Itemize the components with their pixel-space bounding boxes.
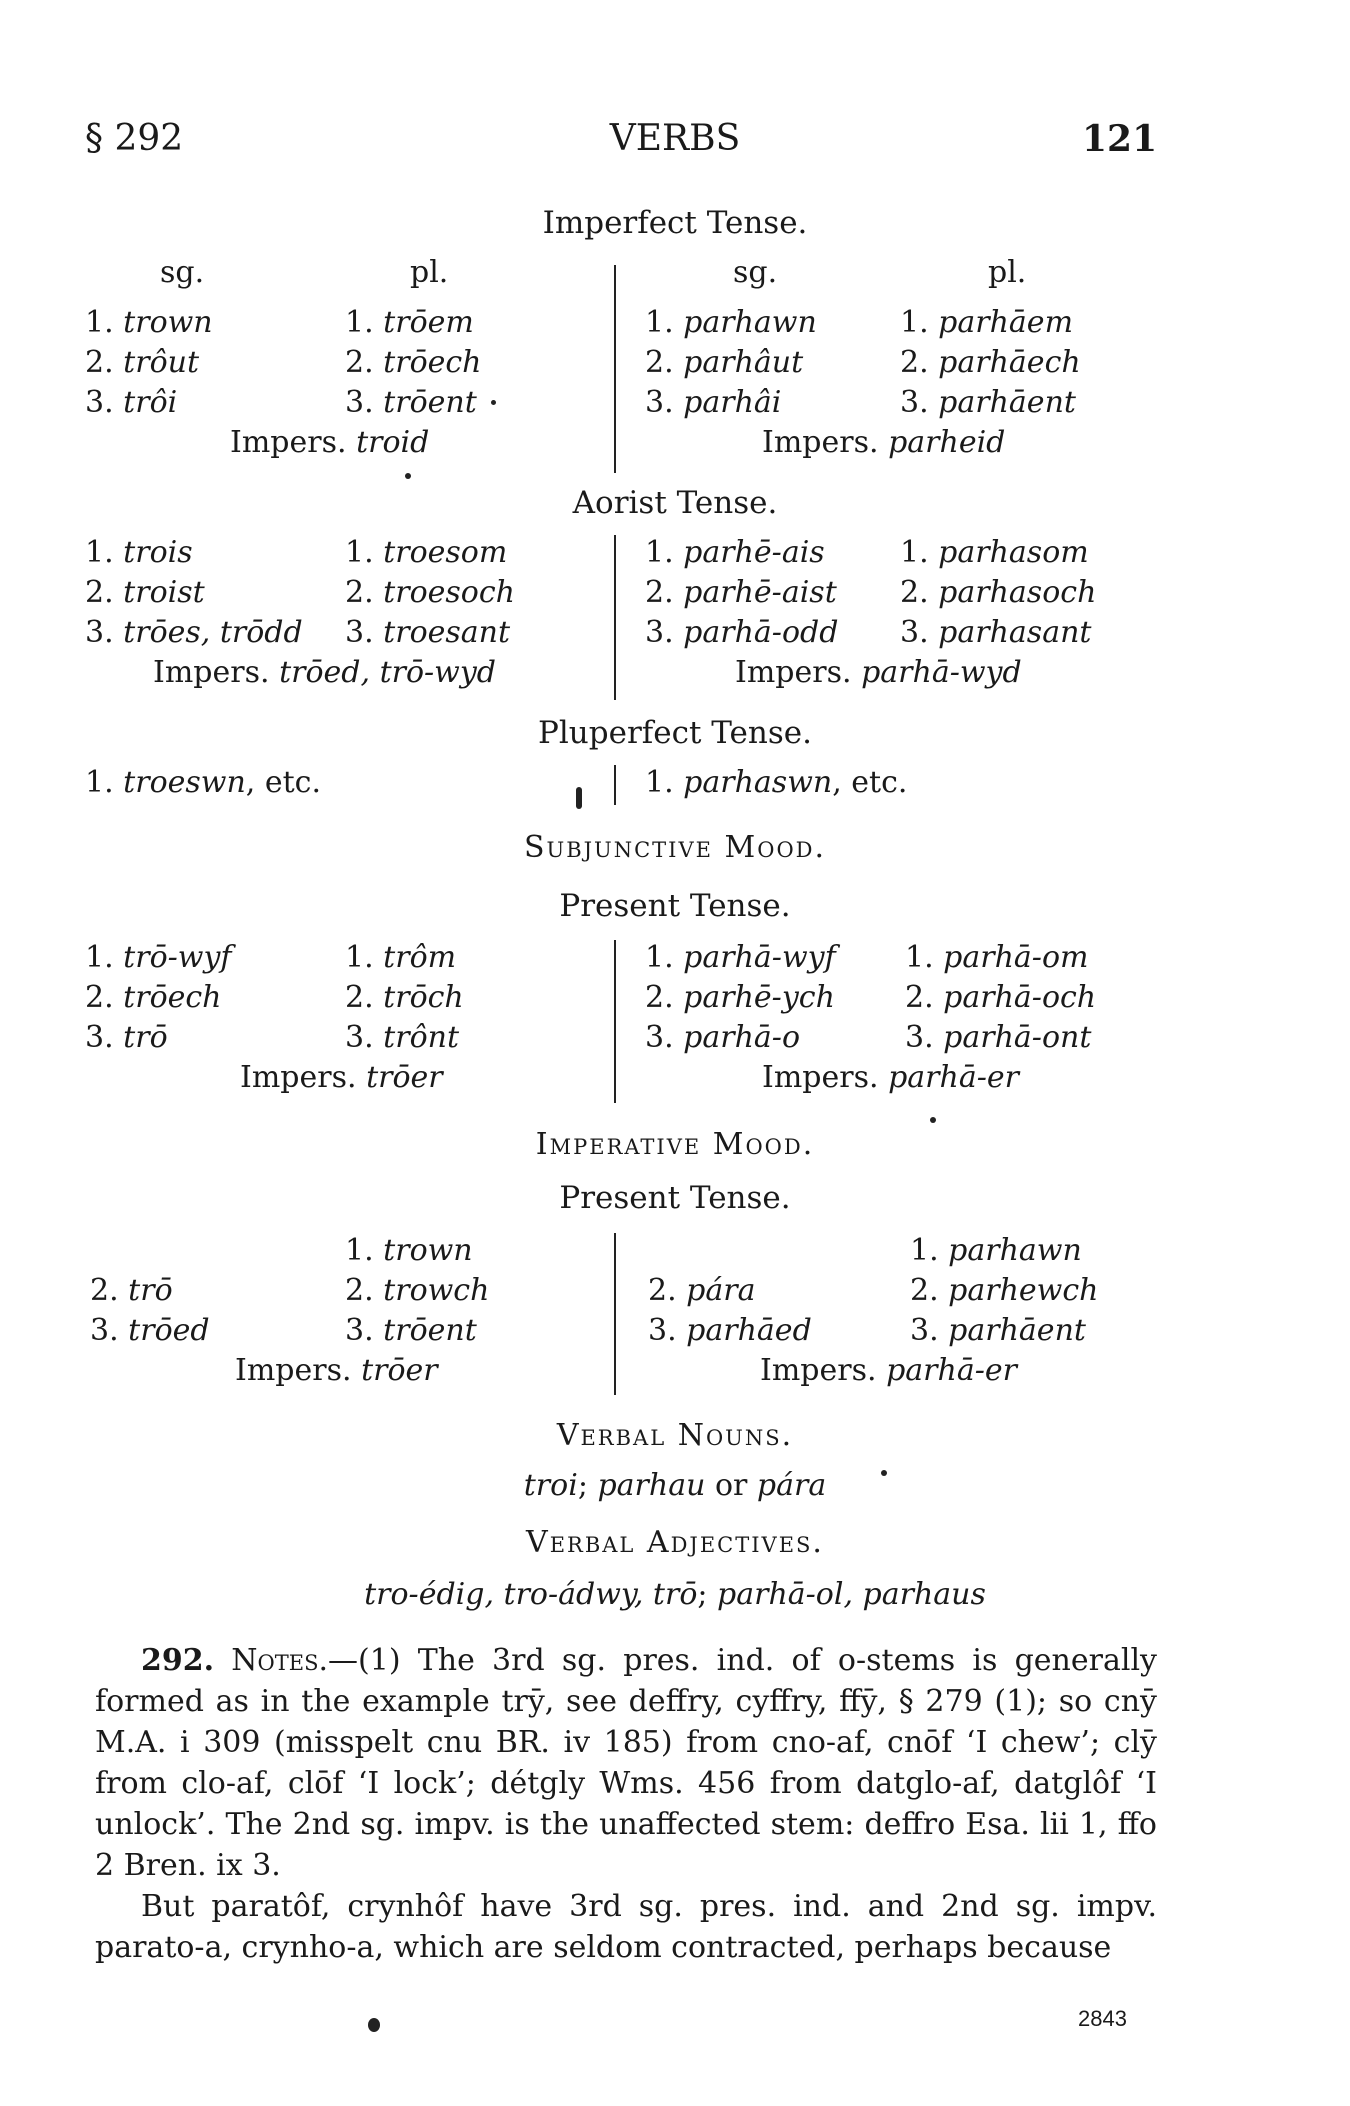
- table-row: 1. trois: [85, 535, 193, 570]
- running-title: VERBS: [609, 118, 741, 159]
- imperfect-left-pl-label: pl.: [410, 255, 449, 290]
- table-row: 2. trôut: [85, 345, 200, 380]
- table-row: 3. trōent: [345, 1313, 477, 1348]
- table-row: 1. parhē-ais: [645, 535, 825, 570]
- table-row: 2. trōch: [345, 980, 464, 1015]
- table-row: 3. parhāent: [910, 1313, 1086, 1348]
- pluperfect-left-row: 1. troeswn, etc.: [85, 765, 322, 800]
- page-number: 121: [1082, 118, 1158, 160]
- column-divider: [614, 535, 616, 700]
- verbal-adjectives-heading: Verbal Adjectives.: [526, 1525, 824, 1560]
- pluperfect-right-row: 1. parhaswn, etc.: [645, 765, 908, 800]
- table-row: 3. parhā-odd: [645, 615, 839, 650]
- table-row: 2. trōech: [85, 980, 222, 1015]
- aorist-heading: Aorist Tense.: [572, 485, 778, 521]
- table-row: 2. parhē-aist: [645, 575, 837, 610]
- table-row: 2. parhasoch: [900, 575, 1097, 610]
- table-row: 2. parhewch: [910, 1273, 1099, 1308]
- imperfect-right-sg-label: sg.: [733, 255, 778, 290]
- footer-code: 2843: [1078, 2006, 1127, 2031]
- column-divider: [614, 1233, 616, 1395]
- scan-speck: [491, 400, 496, 405]
- notes-paragraph-2: But paratôf, crynhôf have 3rd sg. pres. ind. and 2nd sg. impv. parato-a, crynho-a, which are seldom contracted, perhaps because: [95, 1889, 1157, 1965]
- impers-line: Impers. parhā-wyd: [735, 655, 1022, 690]
- table-row: 2. trōech: [345, 345, 482, 380]
- table-row: 1. parhawn: [910, 1233, 1082, 1268]
- scan-speck: [368, 2018, 380, 2032]
- table-row: 1. parhā-om: [905, 940, 1089, 975]
- scan-speck: [930, 1117, 936, 1123]
- table-row: 2. trō: [90, 1273, 173, 1308]
- table-row: 1. trown: [345, 1233, 473, 1268]
- verbal-nouns-heading: Verbal Nouns.: [556, 1418, 794, 1453]
- table-row: 1. trôm: [345, 940, 457, 975]
- scan-speck: [405, 473, 411, 479]
- table-row: 3. trōes, trōdd: [85, 615, 303, 650]
- table-row: 3. trō: [85, 1020, 168, 1055]
- table-row: 3. trôi: [85, 385, 178, 420]
- table-row: 1. trōem: [345, 305, 474, 340]
- subjunctive-present-heading: Present Tense.: [559, 888, 791, 924]
- notes-paragraph: 292. Notes.—(1) The 3rd sg. pres. ind. of o-stems is generally formed as in the example trȳ, see deffry, cyffry, ffȳ, § 279 (1); so cnȳ M.A. i 309 (misspelt cnu BR. iv 185) from cno-af, cnōf ‘I chew’; clȳ from clo-af, clōf ‘I lock’; détgly Wms. 456 from datglo-af, datglôf ‘I unlock’. The 2nd sg. impv. is the unaffected stem: deffro Esa. lii 1, ffo 2 Bren. ix 3.: [95, 1643, 1157, 1883]
- column-divider: [614, 940, 616, 1103]
- imperfect-heading: Imperfect Tense.: [542, 205, 808, 241]
- verbal-adjectives-line: tro-édig, tro-ádwy, trō; parhā-ol, parhaus: [364, 1577, 986, 1612]
- table-row: 1. parhasom: [900, 535, 1089, 570]
- table-row: 1. parhawn: [645, 305, 817, 340]
- table-row: 3. parhasant: [900, 615, 1092, 650]
- table-row: 2. parhâut: [645, 345, 804, 380]
- pluperfect-heading: Pluperfect Tense.: [538, 715, 812, 751]
- imperfect-left-sg-label: sg.: [160, 255, 205, 290]
- imperative-mood-heading: Imperative Mood.: [535, 1127, 815, 1162]
- impers-line: Impers. parhā-er: [762, 1060, 1019, 1095]
- table-row: 2. parhā-och: [905, 980, 1097, 1015]
- impers-line: Impers. troid: [230, 425, 430, 460]
- table-row: 3. trōed: [90, 1313, 210, 1348]
- imperative-present-heading: Present Tense.: [559, 1180, 791, 1216]
- table-row: 1. trō-wyf: [85, 940, 232, 975]
- table-row: 3. parhāent: [900, 385, 1076, 420]
- impers-line: Impers. trōer: [240, 1060, 443, 1095]
- table-row: 3. parhāed: [648, 1313, 812, 1348]
- table-row: 2. parhāech: [900, 345, 1081, 380]
- impers-line: Impers. parhā-er: [760, 1353, 1017, 1388]
- table-row: 3. trōent: [345, 385, 477, 420]
- impers-line: Impers. trōer: [235, 1353, 438, 1388]
- table-row: 1. troesom: [345, 535, 508, 570]
- column-divider: [614, 265, 616, 473]
- impers-line: Impers. trōed, trō-wyd: [153, 655, 496, 690]
- table-row: 2. trowch: [345, 1273, 490, 1308]
- table-row: 3. trônt: [345, 1020, 460, 1055]
- impers-line: Impers. parheid: [762, 425, 1006, 460]
- table-row: 3. troesant: [345, 615, 511, 650]
- table-row: 2. troesoch: [345, 575, 515, 610]
- scan-speck: [576, 787, 582, 809]
- verbal-nouns-line: troi; parhau or pára: [523, 1468, 827, 1503]
- table-row: 3. parhā-o: [645, 1020, 801, 1055]
- scan-speck: [881, 1470, 887, 1476]
- table-row: 1. parhā-wyf: [645, 940, 836, 975]
- table-row: 3. parhā-ont: [905, 1020, 1092, 1055]
- imperfect-right-pl-label: pl.: [988, 255, 1027, 290]
- table-row: 2. parhē-ych: [645, 980, 835, 1015]
- table-row: 1. parhāem: [900, 305, 1074, 340]
- subjunctive-mood-heading: Subjunctive Mood.: [523, 830, 827, 865]
- table-row: 3. parhâi: [645, 385, 782, 420]
- section-number: § 292: [85, 118, 184, 159]
- table-row: 1. trown: [85, 305, 213, 340]
- table-row: 2. pára: [648, 1273, 756, 1308]
- column-divider: [614, 765, 616, 805]
- table-row: 2. troist: [85, 575, 205, 610]
